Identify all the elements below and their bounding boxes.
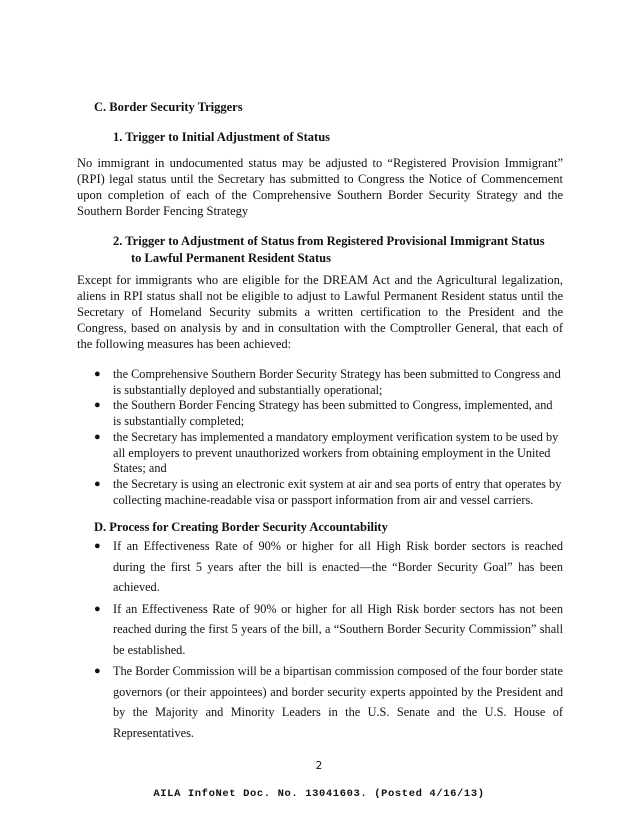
section-c-heading: C. Border Security Triggers [94, 100, 243, 114]
list-item [77, 599, 563, 661]
subsection-2-heading-line2: to Lawful Permanent Resident Status [131, 251, 331, 265]
page-number: 2 [315, 760, 323, 772]
bullet-icon: ● [94, 665, 101, 677]
bullet-icon: ● [94, 430, 101, 443]
list-item-text: the Secretary has implemented a mandatory employment verification system to be used by all employers to prevent unauthorized workers from obtaining employment in the United States; and [113, 429, 559, 476]
list-item [77, 367, 563, 398]
paragraph-initial-adjustment: No immigrant in undocumented status may be adjusted to “Registered Provision Immigrant” (RPI) legal status until the Secretary has submitted to Congress the Notice of Commencement upon completion of each of the Comprehensive Southern Border Security Strategy and the Southern Border Fencing Strategy [77, 156, 563, 218]
bullet-icon: ● [94, 602, 101, 615]
list-item [77, 661, 563, 743]
bullet-icon: ● [94, 477, 101, 490]
paragraph-lpr-adjustment: Except for immigrants who are eligible for the DREAM Act and the Agricultural legalization, aliens in RPI status shall not be eligible to adjust to Lawful Permanent Resident status until the Secretary of Homeland Security submits a written certification to the President and the Congress, based on analysis by and in consultation with the Comptroller General, that each of the following measures has been achieved: [77, 273, 563, 351]
list-item [77, 477, 563, 508]
list-item-text: The Border Commission will be a bipartisan commission composed of the four border state governors (or their appointees) and border security experts appointed by the President and by the Majority and Minority Leaders in the U.S. Senate and the U.S. House of Representatives. [113, 664, 563, 740]
list-item-text: the Secretary is using an electronic exit system at air and sea ports of entry that operates by collecting machine-readable visa or passport information from air and vessel carriers. [113, 476, 562, 507]
bullet-icon: ● [94, 540, 101, 552]
list-item-text: If an Effectiveness Rate of 90% or higher for all High Risk border sectors has not been reached during the first 5 years of the bill, a “Southern Border Security Commission” shall be established. [113, 601, 563, 657]
list-item-text: If an Effectiveness Rate of 90% or higher for all High Risk border sectors is reached during the first 5 years after the bill is enacted—the “Border Security Goal” has been achieved. [113, 539, 563, 594]
list-item-text: the Southern Border Fencing Strategy has been submitted to Congress, implemented, and is substantially completed; [113, 398, 553, 429]
list-item-text: the Comprehensive Southern Border Security Strategy has been submitted to Congress and is substantially deployed and substantially operational; [113, 367, 561, 397]
subsection-1-heading: 1. Trigger to Initial Adjustment of Status [113, 130, 331, 144]
footer-doc-reference: AILA InfoNet Doc. No. 13041603. (Posted 4/16/13) [153, 788, 485, 800]
subsection-2-heading [113, 233, 545, 267]
section-d-heading: D. Process for Creating Border Security Accountability [94, 520, 388, 534]
trigger-measures-list [77, 367, 563, 508]
bullet-icon: ● [94, 399, 101, 412]
accountability-list [77, 536, 563, 744]
subsection-2-heading-line1: 2. Trigger to Adjustment of Status from Registered Provisional Immigrant Status [113, 234, 545, 248]
list-item [77, 430, 563, 477]
list-item [77, 536, 563, 598]
list-item [77, 398, 563, 429]
bullet-icon: ● [94, 368, 101, 380]
